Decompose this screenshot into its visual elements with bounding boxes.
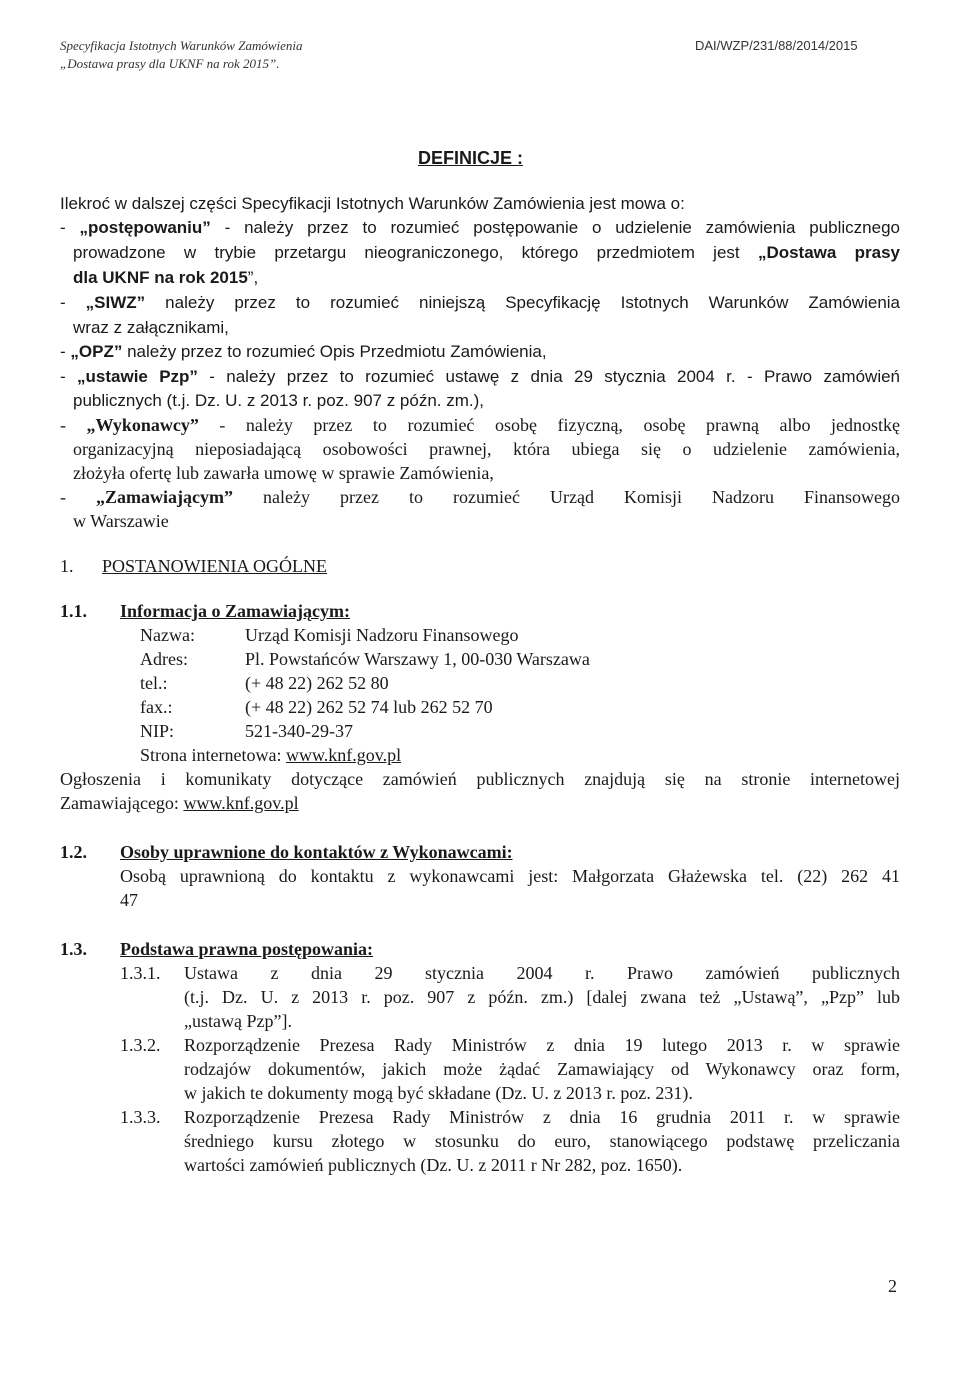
definition-term: „OPZ” (70, 342, 123, 361)
section-1-2-number: 1.2. (60, 842, 87, 862)
header-spec-title: Specyfikacja Istotnych Warunków Zamówienia (60, 38, 303, 53)
section-1-2-title: Osoby uprawnione do kontaktów z Wykonawcami: (120, 842, 513, 862)
info-website (140, 745, 401, 766)
definition-siwz-line1: - „SIWZ” należy przez to rozumieć niniejszą Specyfikację Istotnych Warunków Zamówienia (60, 293, 900, 312)
definition-postepowanie-line1: - „postępowaniu” - należy przez to rozumieć postępowanie o udzielenie zamówienia publicznego (60, 218, 901, 237)
section-1-number: 1. (60, 556, 74, 576)
info-label-fax: fax.: (140, 697, 173, 717)
definitions-title: DEFINICJE : (418, 148, 524, 168)
definition-pzp-line2: publicznych (t.j. Dz. U. z 2013 r. poz. 907 z późn. zm.), (73, 391, 485, 410)
legal-item-number: 1.3.2. (120, 1035, 161, 1055)
definition-opz: - „OPZ” należy przez to rozumieć Opis Przedmiotu Zamówienia, (60, 342, 547, 361)
definition-wykonawcy-line3: złożyła ofertę lub zawarła umowę w sprawie Zamówienia, (73, 463, 494, 483)
legal-item-2-line2: rodzajów dokumentów, jakich może żądać Zamawiający od Wykonawcy oraz form, (184, 1059, 900, 1079)
section-1-title: POSTANOWIENIA OGÓLNE (102, 556, 328, 576)
legal-item-2-line3: w jakich te dokumenty mogą być składane (Dz. U. z 2013 r. poz. 231). (184, 1083, 693, 1103)
info-value-address: Pl. Powstańców Warszawy 1, 00-030 Warszawa (245, 649, 590, 669)
contact-person-line1: Osobą uprawnioną do kontaktu z wykonawcami jest: Małgorzata Głażewska tel. (22) 262 41 (120, 866, 900, 886)
info-label-phone: tel.: (140, 673, 168, 693)
section-1-3-title: Podstawa prawna postępowania: (120, 939, 374, 959)
definition-wykonawcy-line1: - „Wykonawcy” - należy przez to rozumieć osobę fizyczną, osobę prawną albo jednostkę (60, 415, 900, 435)
definition-term: „postępowaniu” (79, 218, 211, 237)
definition-term: „ustawie Pzp” (77, 367, 198, 386)
definition-wykonawcy-line2: organizacyjną nieposiadającą osobowości prawnej, która ubiega się o udzielenie zamówienia, (73, 439, 900, 459)
definition-zamawiajacy-line2: w Warszawie (73, 511, 169, 531)
definitions-intro: Ilekroć w dalszej części Specyfikacji Istotnych Warunków Zamówienia jest mowa o: (60, 194, 685, 213)
legal-item-1-line1: Ustawa z dnia 29 stycznia 2004 r. Prawo zamówień publicznych (184, 963, 900, 983)
section-1-3-number: 1.3. (60, 939, 87, 959)
definition-term: „Zamawiającym” (96, 487, 233, 507)
contact-person-line2: 47 (120, 890, 138, 910)
legal-item-1-line2: (t.j. Dz. U. z 2013 r. poz. 907 z późn. zm.) [dalej zwana też „Ustawą”, „Pzp” lub (184, 987, 900, 1007)
legal-item-3-line3: wartości zamówień publicznych (Dz. U. z 2011 r Nr 282, poz. 1650). (184, 1155, 683, 1175)
legal-item-number: 1.3.1. (120, 963, 161, 983)
notice-line1: Ogłoszenia i komunikaty dotyczące zamówień publicznych znajdują się na stronie internetowej (60, 769, 900, 789)
section-1-1-title: Informacja o Zamawiającym: (120, 601, 350, 621)
header-subject: „Dostawa prasy dla UKNF na rok 2015”. (60, 56, 280, 71)
legal-item-2-line1: Rozporządzenie Prezesa Rady Ministrów z dnia 19 lutego 2013 r. w sprawie (184, 1035, 900, 1055)
info-value-name: Urząd Komisji Nadzoru Finansowego (245, 625, 519, 645)
header-reference-number: DAI/WZP/231/88/2014/2015 (695, 38, 858, 53)
definition-postepowanie-line3: dla UKNF na rok 2015”, (73, 268, 259, 287)
legal-item-3-line1: Rozporządzenie Prezesa Rady Ministrów z dnia 16 grudnia 2011 r. w sprawie (184, 1107, 900, 1127)
definition-siwz-line2: wraz z załącznikami, (73, 318, 229, 337)
definition-pzp-line1: - „ustawie Pzp” - należy przez to rozumieć ustawę z dnia 29 stycznia 2004 r. - Prawo zamówień (60, 367, 901, 386)
definition-term: „SIWZ” (85, 293, 146, 312)
legal-item-number: 1.3.3. (120, 1107, 161, 1127)
definition-zamawiajacy-line1: - „Zamawiającym” należy przez to rozumieć Urząd Komisji Nadzoru Finansowego (60, 487, 900, 507)
website-link[interactable]: www.knf.gov.pl (285, 745, 402, 765)
info-label-name: Nazwa: (140, 625, 195, 645)
notice-line2: Zamawiającego: www.knf.gov.pl (60, 793, 299, 813)
info-label-nip: NIP: (140, 721, 175, 741)
info-website-label: Strona internetowa: (140, 745, 286, 765)
page-number: 2 (888, 1276, 897, 1296)
info-value-fax: (+ 48 22) 262 52 74 lub 262 52 70 (245, 697, 493, 717)
definition-term: „Wykonawcy” (86, 415, 199, 435)
legal-item-3-line2: średniego kursu złotego w stosunku do euro, stanowiącego podstawę przeliczania (184, 1131, 900, 1151)
notice-website-link[interactable]: www.knf.gov.pl (183, 793, 299, 813)
info-value-nip: 521-340-29-37 (245, 721, 353, 741)
legal-item-1-line3: „ustawą Pzp”]. (184, 1011, 292, 1031)
info-label-address: Adres: (140, 649, 188, 669)
section-1-1-number: 1.1. (60, 601, 87, 621)
definition-postepowanie-line2: prowadzone w trybie przetargu nieograniczonego, którego przedmiotem jest „Dostawa prasy (73, 243, 900, 262)
info-value-phone: (+ 48 22) 262 52 80 (245, 673, 389, 693)
